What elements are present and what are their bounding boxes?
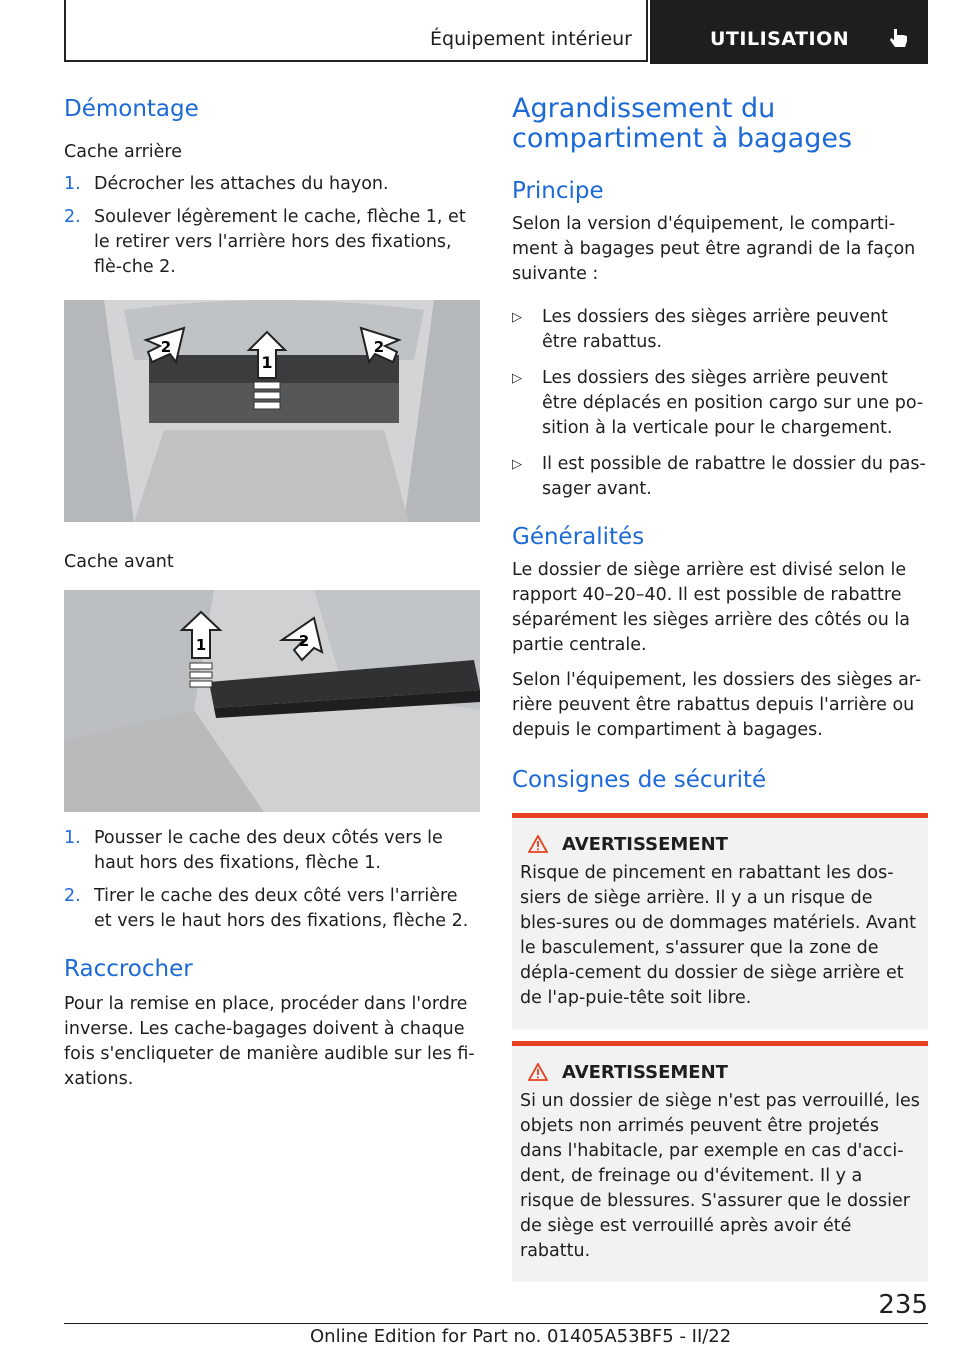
warning-box: [512, 813, 928, 1029]
bullet-text: Les dossiers des sièges arrière peuvent être rabattus.: [542, 307, 888, 352]
rehang-heading: Raccrocher: [64, 956, 193, 982]
pointing-hand-icon: [888, 28, 910, 50]
warning-title-text: AVERTISSEMENT: [562, 1062, 728, 1083]
list-item: [64, 826, 480, 876]
list-item: [64, 884, 480, 934]
warning-text: Si un dossier de siège n'est pas verrouillé, les objets non arrimés peuvent être projetés dans l'habitacle, par exemple en cas d'acci-dent, de freinage ou d'évitement. Il y a risque de blessures. S'assurer que le dossier de siège est verrouillé après avoir été rabattu.: [520, 1091, 920, 1261]
step-text: Décrocher les attaches du hayon.: [94, 174, 389, 194]
left-column: [64, 94, 480, 1102]
rear-cover-steps: [64, 172, 480, 280]
page-number: 235: [878, 1290, 928, 1320]
step-number: 2.: [64, 886, 81, 906]
footer-edition: Online Edition for Part no. 01405A53BF5 - II/22: [310, 1326, 732, 1347]
triangle-bullet-icon: ▷: [512, 310, 522, 325]
warning-title: [520, 1062, 920, 1083]
list-item: [512, 305, 928, 355]
general-text-1: Le dossier de siège arrière est divisé selon le rapport 40–20–40. Il est possible de rabattre séparément les sièges arrière des côtés ou la partie centrale.: [512, 560, 910, 655]
arrow-label-1: 1: [261, 353, 273, 372]
front-cover-title: Cache avant: [64, 552, 174, 572]
arrow-label-2: 2: [298, 632, 310, 650]
step-number: 1.: [64, 828, 81, 848]
footer-divider: [64, 1323, 928, 1324]
general-heading: Généralités: [512, 524, 645, 550]
list-item: [64, 205, 480, 280]
options-list: [512, 305, 928, 502]
warning-triangle-icon: [528, 1063, 548, 1081]
arrow-label-1: 1: [195, 636, 207, 654]
warning-text: Risque de pincement en rabattant les dos-siers de siège arrière. Il y a un risque de bles-sures ou de dommages matériels. Avant le basculement, s'assurer que la zone de dépla-cement du dossier de siège arrière et de l'ap-puie-tête soit libre.: [520, 863, 916, 1008]
triangle-bullet-icon: ▷: [512, 457, 522, 472]
principle-heading: Principe: [512, 178, 604, 204]
warning-box: [512, 1041, 928, 1282]
bullet-text: Il est possible de rabattre le dossier du pas-sager avant.: [542, 454, 926, 499]
section-tab: Équipement intérieur: [64, 0, 648, 62]
step-number: 1.: [64, 174, 81, 194]
disassembly-heading: Démontage: [64, 96, 199, 122]
principle-text: Selon la version d'équipement, le comparti-ment à bagages peut être agrandi de la façon suivante :: [512, 214, 916, 284]
chapter-label: UTILISATION: [710, 28, 850, 50]
list-item: [512, 452, 928, 502]
general-text-2: Selon l'équipement, les dossiers des sièges ar-rière peuvent être rabattus depuis l'arrière ou depuis le compartiment à bagages.: [512, 670, 922, 740]
enlarge-heading: Agrandissement du compartiment à bagages: [512, 93, 853, 154]
warning-triangle-icon: [528, 835, 548, 853]
bullet-text: Les dossiers des sièges arrière peuvent être déplacés en position cargo sur une po-sition à la verticale pour le chargement.: [542, 368, 924, 438]
rear-cover-title: Cache arrière: [64, 142, 182, 162]
front-cover-photo: [64, 590, 480, 812]
triangle-bullet-icon: ▷: [512, 371, 522, 386]
warning-title-text: AVERTISSEMENT: [562, 834, 728, 855]
step-text: Pousser le cache des deux côtés vers le haut hors des fixations, flèche 1.: [94, 828, 443, 873]
arrow-label-2-right: 2: [373, 338, 385, 356]
list-item: [64, 172, 480, 197]
chapter-tab: [650, 0, 928, 64]
page-header: [64, 0, 928, 64]
right-column: [512, 94, 928, 1294]
step-text: Soulever légèrement le cache, flèche 1, et le retirer vers l'arrière hors des fixations, flè-che 2.: [94, 207, 466, 277]
list-item: [512, 366, 928, 441]
rehang-text: Pour la remise en place, procéder dans l'ordre inverse. Les cache-bagages doivent à chaque fois s'encliqueter de manière audible sur les fi-xations.: [64, 994, 475, 1089]
rear-cover-photo: [64, 300, 480, 522]
arrow-label-2-left: 2: [160, 338, 172, 356]
step-text: Tirer le cache des deux côté vers l'arrière et vers le haut hors des fixations, flèche 2.: [94, 886, 469, 931]
safety-heading: Consignes de sécurité: [512, 767, 767, 793]
front-cover-steps: [64, 826, 480, 934]
step-number: 2.: [64, 207, 81, 227]
warning-title: [520, 834, 920, 855]
